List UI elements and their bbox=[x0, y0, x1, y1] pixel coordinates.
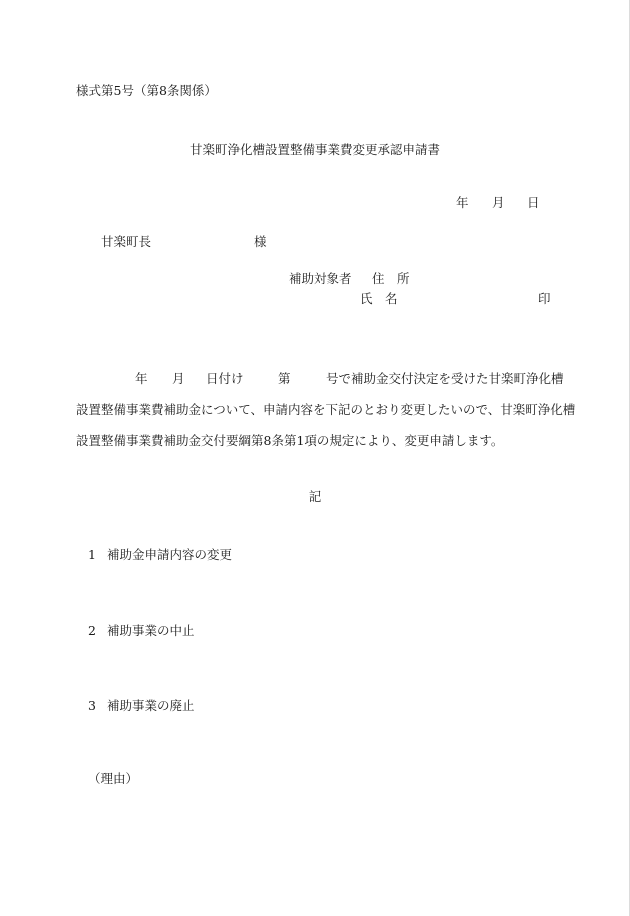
form-number: 様式第5号（第8条関係） bbox=[76, 83, 217, 98]
seal-mark: 印 bbox=[538, 291, 551, 306]
body-dai-label: 第 bbox=[278, 371, 291, 386]
ki-heading: 記 bbox=[308, 489, 322, 504]
body-year-label: 年 bbox=[135, 371, 148, 386]
body-line-3: 設置整備事業費補助金交付要綱第8条第1項の規定により、変更申請します。 bbox=[76, 433, 504, 448]
item-label: 補助事業の中止 bbox=[106, 623, 195, 638]
body-month-label: 月 bbox=[172, 371, 185, 386]
reason-label: （理由） bbox=[88, 771, 139, 786]
date-month-label: 月 bbox=[492, 195, 505, 210]
body-date-suffix: 日付け bbox=[206, 371, 244, 386]
addressee-honorific: 様 bbox=[254, 234, 267, 249]
name-label: 氏 名 bbox=[360, 291, 398, 306]
list-item bbox=[88, 625, 194, 638]
document-title: 甘楽町浄化槽設置整備事業費変更承認申請書 bbox=[189, 142, 440, 157]
item-number: 3 bbox=[88, 698, 96, 713]
item-number: 1 bbox=[88, 547, 96, 562]
body-paragraph bbox=[76, 371, 576, 466]
list-item bbox=[88, 700, 194, 713]
item-number: 2 bbox=[88, 623, 96, 638]
body-line-1 bbox=[76, 371, 564, 404]
applicant-role: 補助対象者 bbox=[289, 271, 352, 286]
list-item bbox=[88, 549, 232, 562]
address-label: 住 所 bbox=[372, 271, 410, 286]
body-line-1-rest: 号で補助金交付決定を受けた甘楽町浄化槽 bbox=[326, 371, 564, 386]
item-label: 補助事業の廃止 bbox=[106, 698, 195, 713]
addressee-name: 甘楽町長 bbox=[101, 234, 152, 249]
date-day-label: 日 bbox=[527, 195, 540, 210]
body-line-2: 設置整備事業費補助金について、申請内容を下記のとおり変更したいので、甘楽町浄化槽 bbox=[76, 402, 576, 417]
date-year-label: 年 bbox=[456, 195, 469, 210]
item-label: 補助金申請内容の変更 bbox=[106, 547, 232, 562]
